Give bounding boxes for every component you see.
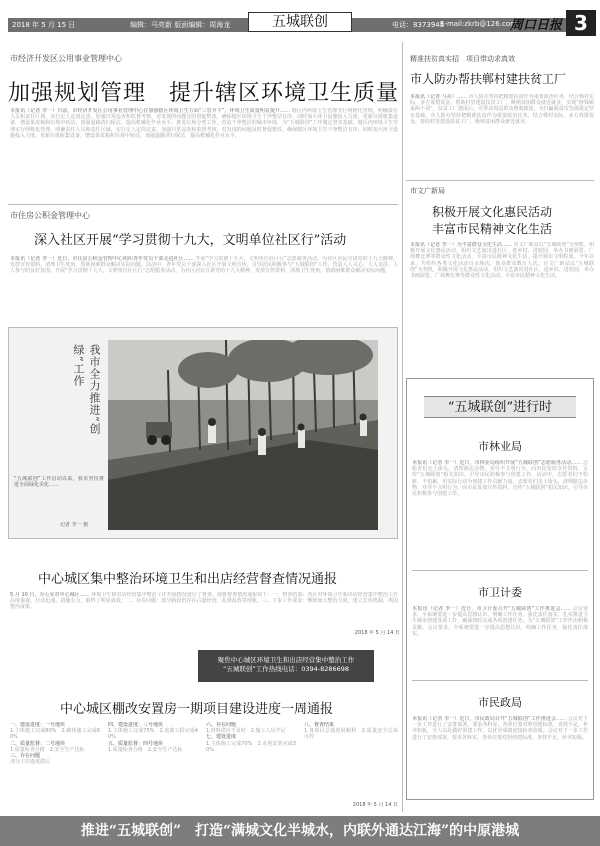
- section-title: 五城联创: [248, 12, 352, 32]
- article1-title: 加强规划管理 提升辖区环境卫生质量: [8, 81, 400, 106]
- tree-planting-image: [108, 340, 378, 530]
- article2-kicker: 市住房公积金管理中心: [10, 211, 90, 220]
- article4-item: 八、督查结果: [304, 722, 335, 728]
- article5-body: 本报讯（记者 马亮）…… 市人防办坚持把精准扶贫作为重要政治任务，结合郸村实际，多方筹措资金，帮助村里建设扶贫工厂，吸纳贫困群众就近就业，实现“挣钱顾家两不误”。扶贫工厂建成后，可带动周边群众增收致富，为打赢脱贫攻坚战奠定坚实基础。市人防办坚持把精准扶贫作为重要政治任务，结合郸村实际，多方筹措资金，帮助村里建设扶贫工厂，吸纳贫困群众就近就业。: [410, 94, 594, 125]
- page-number: 3: [566, 10, 596, 36]
- header-email: E-mail:zkrb@126.com: [440, 20, 517, 28]
- article4-item: 七、建设进度: [206, 734, 237, 741]
- sidebar-unit-heading: 市卫计委: [478, 586, 522, 599]
- article6-title-line2: 丰富市民精神文化生活: [432, 222, 553, 236]
- sidebar-item-body: 本报讯（记者 李一）近日，市民政局召开“五城联创”工作推进会…… 会议对下一步工作进行了安排部署，要求各科室、各单位要对照创建标准，查找不足，补齐短板，全力以赴做好创建工作，以优异成绩迎接检查验收。会议对下一步工作进行了安排部署，要求各科室、各单位要对照创建标准，查找不足，补齐短板。: [412, 716, 588, 741]
- article3-byline: 5 月 10 日，办公室对中心城区……: [10, 592, 90, 598]
- article6-kicker: 市文广新局: [410, 187, 445, 195]
- article2-title: 深入社区开展“学习贯彻十九大，文明单位社区行”活动: [34, 233, 347, 248]
- article3-date: 2018 年 5 月 14 日: [354, 630, 400, 636]
- article6-body: 本报讯（记者 李一）为丰富群众文化生活…… 市文广新局以“五城联创”为契机，积极开展文化惠民活动，组织文艺演出进社区、进乡村、进校园，举办书画展览、广场舞比赛等群众性文化活动，丰富市民精神文化生活，提升城市文明程度。今年以来，共组织各类文化活动百余场次，惠及群众数万人次。市文广新局以“五城联创”为契机，积极开展文化惠民活动，组织文艺演出进社区、进乡村、进校园，举办书画展览、广场舞比赛等群众性文化活动，丰富市民精神文化生活。: [410, 242, 594, 280]
- article3-title: 中心城区集中整治环境卫生和出店经营督查情况通报: [38, 572, 338, 587]
- article5-byline: 本报讯（记者 马亮）……: [410, 94, 467, 100]
- article4-item: 四、建设进度：三号地块: [108, 722, 164, 728]
- tree-planting-photo: [108, 340, 378, 530]
- sidebar-unit-heading: 市民政局: [478, 696, 522, 709]
- notice-line-2: “五城联创”工作热线电话：0394-8286698: [222, 665, 350, 673]
- article6-title-line1: 积极开展文化惠民活动: [432, 205, 553, 219]
- article4-date: 2018 年 5 月 14 日: [352, 802, 398, 808]
- photo-caption: “五城联创”工作启动以来，我市坚持推进全面绿化美化……: [14, 476, 104, 489]
- divider: [412, 680, 588, 681]
- article4-item: 六、存在问题: [206, 722, 237, 728]
- article1-byline: 本报讯（记者 李一）日前，市经济开发区公用事业管理中心在加强辖区环境卫生方面“三管齐下”，环境卫生质量明显提升……: [10, 108, 291, 114]
- article4-column: 八、督查结果 1.各项目总体进展顺利 2.质量安全总体可控: [304, 722, 398, 741]
- footer-slogan: 推进“五城联创” 打造“满城文化半城水，内联外通达江海”的中原港城: [0, 816, 600, 846]
- sidebar-item-body: 本报讯（记者 李一）近日，市卫计委召开“五城联创”工作推进会…… 会议要求，全系统要进一步提高思想认识，明确工作任务，强化责任落实，扎实推进卫生城市创建各项工作，确保按时完成各项创建任务，为“五城联创”工作作出积极贡献。会议要求，全系统要进一步提高思想认识，明确工作任务，强化责任落实。: [412, 606, 588, 637]
- sidebar-title: “五城联创”进行时: [424, 396, 576, 418]
- article5-kicker: 精准扶贫真实招 项目带动求真效: [410, 55, 515, 63]
- divider: [406, 180, 594, 181]
- divider: [412, 570, 588, 571]
- sidebar-unit-heading: 市林业局: [478, 440, 522, 453]
- photo-credit: 记者 李一 摄: [60, 522, 89, 528]
- article2-byline: 本报讯（记者 李一）近日，市住房公积金管理中心组织青年党员干部走进社区……: [10, 256, 194, 262]
- article4-item: 三、存在问题: [10, 753, 41, 760]
- article1-body: 本报讯（记者 李一）日前，市经济开发区公用事业管理中心在加强辖区环境卫生方面“三管齐下”，环境卫生质量明显提升…… 辖区内环境卫生管理实行网格化管理，明确责任人员和责任区域，实行定人定岗定责，加强日常巡查和监督考核，对发现的问题及时督促整改，确保辖区环境卫生干净整洁有序。同时加大环卫设施投入力度，更新垃圾收集设备，增设果皮箱和垃圾中转站，加强道路清扫保洁，提高机械化作业水平，推进垃圾分类工作，营造干净整洁的城市环境，为“五城联创”工作奠定坚实基础。辖区内环境卫生管理实行网格化管理，明确责任人员和责任区域，实行定人定岗定责，加强日常巡查和监督考核，对发现的问题及时督促整改，确保辖区环境卫生干净整洁有序。同时加大环卫设施投入力度，更新垃圾收集设备，增设果皮箱和垃圾中转站，加强道路清扫保洁，提高机械化作业水平。: [10, 108, 398, 139]
- article4-item: 一、建设进度：一号地块: [10, 722, 66, 728]
- sidebar-item-body: 本报讯（记者 李一）近日，市林业局组织开展“五城联创”志愿服务活动…… 志愿者们走上街头，清理路边杂物，劝导不文明行为，向市民发放宣传资料，宣传“五城联创”相关知识，引导市民积极参与创建工作。活动中，志愿者们不怕脏、不怕累，用实际行动为创建工作贡献力量。志愿者们走上街头，清理路边杂物，劝导不文明行为，向市民发放宣传资料，宣传“五城联创”相关知识，引导市民积极参与创建工作。: [412, 460, 588, 498]
- article4-title: 中心城区棚改安置房一期项目建设进度一周通报: [60, 702, 334, 717]
- header-phone: 电话：8373945: [392, 21, 445, 29]
- article4-column: 四、建设进度：三号地块 1.主体施工完成75% 2.装饰工程完成40% 五、质量监督：四号地块 1.质量检查合格 2.安全生产达标: [108, 722, 198, 753]
- sidebar-item-text: 本报讯（记者 李一）近日，市民政局召开“五城联创”工作推进会……: [412, 716, 567, 722]
- header-date: 2018 年 5 月 15 日: [12, 21, 76, 29]
- photo-vertical-title: 我市全力推进“创绿”工作: [72, 344, 101, 435]
- article3-body: 5 月 10 日，办公室对中心城区…… 环境卫生和出店经营集中整治工作开展情况进行了督查，现将督查情况通报如下：一、督查结果：各区对环境卫生和出店经营集中整治工作高度重视，行动迅速，措施有力，取得了明显成效。二、存在问题：部分路段仍存在占道经营、乱堆乱放等现象。三、下步工作要求：继续加大整治力度，建立长效机制，巩固整治成果。: [10, 592, 398, 611]
- article1-kicker: 市经济开发区公用事业管理中心: [10, 54, 122, 63]
- article4-body: [10, 722, 398, 808]
- article4-column: 一、建设进度：一号地块 1.主体施工完成80% 2.砌体施工完成60% 二、质量监督：二号地块 1.质量检查合格 2.安全生产达标 三、存在问题 部分工序进度滞后: [10, 722, 100, 766]
- page-header: [0, 0, 600, 36]
- notice-line-1: 聚焦中心城区环境卫生和出店经营集中整治工作: [217, 656, 355, 664]
- divider: [8, 204, 398, 205]
- column-divider: [402, 42, 403, 812]
- article4-column: 六、存在问题 1.材料供应不及时 2.施工人员不足 七、建设进度 1.主体施工完成70% 2.水电安装完成30%: [206, 722, 296, 753]
- article2-body: 本报讯（记者 李一）近日，市住房公积金管理中心组织青年党员干部走进社区…… 开展“学习贯彻十九大，文明单位社区行”志愿服务活动，为社区居民宣讲党的十九大精神，发放宣传资料，清理卫生死角，帮助困难群众解决实际问题。活动中，青年党员干部深入社区开展文明宣传，引导居民积极参与“五城联创”工作，营造人人关心、人人支持、人人参与的良好氛围。开展“学习贯彻十九大，文明单位社区行”志愿服务活动，为社区居民宣讲党的十九大精神，发放宣传资料，清理卫生死角，帮助困难群众解决实际问题。: [10, 256, 398, 275]
- article4-item: 五、质量监督：四号地块: [108, 740, 164, 747]
- sidebar-item-text: 本报讯（记者 李一）近日，市卫计委召开“五城联创”工作推进会……: [412, 606, 571, 612]
- article6-byline: 本报讯（记者 李一）为丰富群众文化生活……: [410, 242, 512, 248]
- article4-item: 二、质量监督：二号地块: [10, 740, 66, 747]
- paper-logo: 周口日报: [510, 18, 563, 33]
- header-editor: 编辑：马亮新 版面编辑：周海龙: [130, 21, 231, 29]
- article5-title: 市人防办帮扶郸村建扶贫工厂: [410, 72, 567, 86]
- hotline-notice: [198, 650, 374, 682]
- sidebar-item-text: 本报讯（记者 李一）近日，市林业局组织开展“五城联创”志愿服务活动……: [412, 460, 582, 466]
